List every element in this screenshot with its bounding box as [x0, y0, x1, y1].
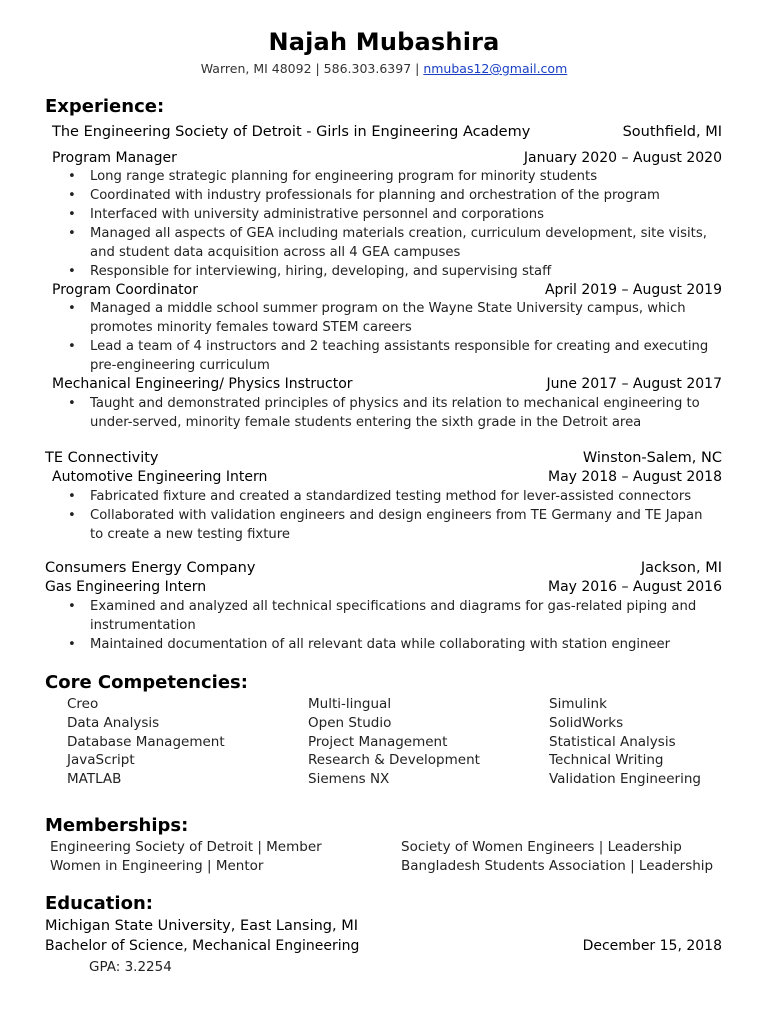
list-item: Project Management — [308, 733, 448, 750]
bullet-item: • Lead a team of 4 instructors and 2 teaching assistants responsible for creating and executing pre-engineering curriculum — [68, 339, 709, 373]
bullet-item: • Responsible for interviewing, hiring, developing, and supervising staff — [68, 263, 718, 282]
org-location: Southfield, MI — [622, 124, 722, 140]
bullet-dot-icon: • — [68, 489, 76, 504]
list-item: Engineering Society of Detroit | Member — [50, 839, 322, 855]
list-item: Simulink — [549, 696, 607, 712]
list-item: Multi-lingual — [308, 696, 392, 712]
role-row-te-intern — [0, 469, 768, 489]
list-item: MATLAB — [67, 771, 122, 788]
list-item: Society of Women Engineers | Leadership — [401, 839, 682, 855]
memberships-right-column — [401, 838, 713, 876]
list-item: Research & Development — [308, 752, 480, 769]
graduation-date: December 15, 2018 — [582, 938, 722, 954]
list-item: Statistical Analysis — [549, 733, 676, 750]
list-item: Women in Engineering | Mentor — [50, 858, 264, 874]
memberships-left-column — [50, 838, 322, 876]
contact-details: Warren, MI 48092 | 586.303.6397 | — [200, 61, 424, 76]
bullet-dot-icon: • — [68, 188, 76, 203]
bullet-dot-icon: • — [68, 339, 76, 354]
role-title: Gas Engineering Intern — [45, 579, 207, 595]
role-dates: May 2018 – August 2018 — [548, 469, 722, 485]
bullet-item: • Maintained documentation of all relevant data while collaborating with station engineer — [68, 636, 718, 655]
bullet-dot-icon: • — [68, 207, 76, 222]
competencies-column-1 — [67, 695, 225, 789]
org-location: Winston-Salem, NC — [582, 450, 722, 466]
org-name: TE Connectivity — [45, 450, 159, 466]
list-item: Bangladesh Students Association | Leadership — [401, 858, 714, 874]
bullet-item: • Long range strategic planning for engineering program for minority students — [68, 168, 718, 187]
bullet-item: • Coordinated with industry professionals for planning and orchestration of the program — [68, 187, 718, 206]
bullet-dot-icon: • — [68, 301, 76, 316]
list-item: Open Studio — [308, 714, 392, 731]
competencies-heading: Core Competencies: — [45, 672, 248, 693]
org-location: Jackson, MI — [640, 560, 722, 576]
list-item: Data Analysis — [67, 714, 160, 731]
competencies-column-2 — [308, 695, 480, 789]
role-title: Automotive Engineering Intern — [52, 469, 268, 485]
gpa-value: GPA: 3.2254 — [89, 959, 172, 975]
bullet-dot-icon: • — [68, 637, 76, 652]
role-dates: May 2016 – August 2016 — [548, 579, 722, 595]
role-title: Program Manager — [52, 150, 177, 166]
role-row-program-manager — [0, 150, 768, 170]
role-dates: January 2020 – August 2020 — [523, 150, 722, 166]
bullet-item: • Fabricated fixture and created a standardized testing method for lever-assisted connectors — [68, 488, 718, 507]
candidate-name: Najah Mubashira — [268, 28, 500, 56]
list-item: SolidWorks — [549, 714, 624, 731]
bullet-dot-icon: • — [68, 169, 76, 184]
list-item: JavaScript — [67, 752, 135, 769]
memberships-heading: Memberships: — [45, 815, 189, 836]
education-heading: Education: — [45, 893, 153, 914]
org-row-consumers-energy — [0, 560, 768, 580]
org-row-gea — [0, 124, 768, 144]
org-row-te — [0, 450, 768, 470]
contact-line — [0, 61, 768, 76]
role-dates: June 2017 – August 2017 — [546, 376, 722, 392]
bullet-dot-icon: • — [68, 264, 76, 279]
bullet-dot-icon: • — [68, 599, 76, 614]
bullet-item: • Taught and demonstrated principles of physics and its relation to mechanical engineering to under-served, minority female students entering the sixth grade in the Detroit area — [68, 396, 700, 430]
gpa-row — [0, 959, 768, 979]
bullet-item: • Collaborated with validation engineers and design engineers from TE Germany and TE Japan to create a new testing fixture — [68, 508, 703, 542]
list-item: Validation Engineering — [549, 771, 701, 788]
school-row — [0, 918, 768, 938]
role-row-gas-intern — [0, 579, 768, 599]
role-row-program-coordinator — [0, 282, 768, 302]
competencies-column-3 — [549, 695, 701, 789]
role-dates: April 2019 – August 2019 — [544, 282, 722, 298]
org-name: The Engineering Society of Detroit - Girls in Engineering Academy — [52, 124, 531, 140]
role-title: Program Coordinator — [52, 282, 198, 298]
list-item: Creo — [67, 696, 99, 712]
school-name: Michigan State University, East Lansing, MI — [45, 918, 359, 934]
degree-title: Bachelor of Science, Mechanical Engineering — [45, 938, 360, 954]
list-item: Siemens NX — [308, 771, 390, 788]
bullet-item: • Managed all aspects of GEA including materials creation, curriculum development, site visits, and student data acquisition across all 4 GEA campuses — [68, 226, 707, 260]
org-name: Consumers Energy Company — [45, 560, 256, 576]
degree-row — [0, 938, 768, 958]
bullet-item: • Interfaced with university administrative personnel and corporations — [68, 206, 718, 225]
list-item: Database Management — [67, 733, 225, 750]
bullet-dot-icon: • — [68, 396, 76, 411]
email-link[interactable]: nmubas12@gmail.com — [423, 61, 568, 76]
bullet-item: • Managed a middle school summer program on the Wayne State University campus, which promotes minority females toward STEM careers — [68, 301, 686, 335]
role-row-instructor — [0, 376, 768, 396]
experience-heading: Experience: — [45, 96, 165, 117]
bullet-item: • Examined and analyzed all technical specifications and diagrams for gas-related piping and instrumentation — [68, 599, 697, 633]
role-title: Mechanical Engineering/ Physics Instructor — [52, 376, 353, 392]
bullet-dot-icon: • — [68, 226, 76, 241]
list-item: Technical Writing — [549, 752, 664, 769]
bullet-dot-icon: • — [68, 508, 76, 523]
